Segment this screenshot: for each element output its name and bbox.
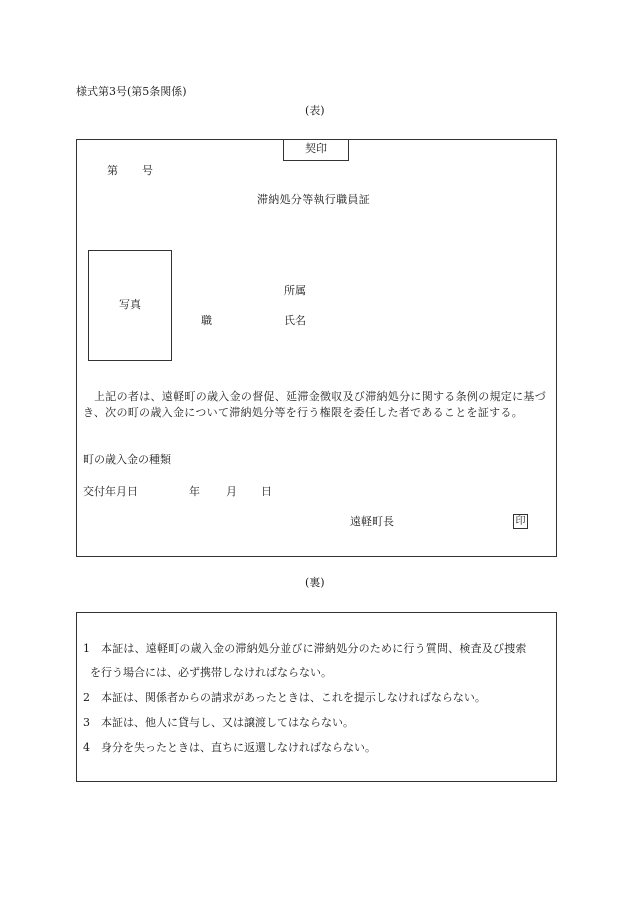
- issuer-label: 遠軽町長: [350, 515, 394, 528]
- photo-label: 写真: [119, 298, 141, 312]
- name-label: 氏名: [284, 314, 306, 327]
- keiin-box: [283, 139, 349, 161]
- back-item-1-text: 本証は、遠軽町の歳入金の滞納処分並びに滞納処分のために行う質問、検査及び捜索: [101, 642, 527, 655]
- card-title: 滞納処分等執行職員証: [257, 193, 370, 206]
- front-side-label: (表): [305, 104, 325, 117]
- back-item-4-num: 4: [83, 741, 90, 754]
- day-label: 日: [261, 485, 272, 498]
- month-label: 月: [226, 485, 237, 498]
- back-item-1-text-cont: を行う場合には、必ず携帯しなければならない。: [90, 666, 332, 679]
- form-number: 様式第3号(第5条関係): [76, 85, 187, 98]
- seal-mark: [513, 514, 528, 529]
- back-item-3-text: 本証は、他人に貸与し、又は譲渡してはならない。: [101, 716, 354, 729]
- year-label: 年: [189, 485, 200, 498]
- keiin-label: 契印: [305, 142, 327, 156]
- issue-date-label: 交付年月日: [83, 485, 138, 498]
- photo-box: [88, 250, 172, 361]
- statement-text: 上記の者は、遠軽町の歳入金の督促、延滞金徴収及び滞納処分に関する条例の規定に基づき、次の町の歳入金について滞納処分等を行う権限を委任した者であることを証する。: [83, 390, 546, 419]
- affiliation-label: 所属: [284, 284, 306, 297]
- back-item-2-text: 本証は、関係者からの請求があったときは、これを提示しなければならない。: [101, 691, 486, 704]
- position-label: 職: [201, 314, 212, 327]
- back-side-label: (裏): [305, 576, 325, 589]
- revenue-type-label: 町の歳入金の種類: [83, 453, 171, 466]
- back-item-3-num: 3: [83, 716, 90, 729]
- number-prefix: 第: [107, 164, 118, 177]
- seal-label: 印: [515, 515, 526, 527]
- back-item-2-num: 2: [83, 691, 90, 704]
- number-suffix: 号: [142, 164, 153, 177]
- back-item-4-text: 身分を失ったときは、直ちに返還しなければならない。: [101, 741, 376, 754]
- back-item-1-num: 1: [83, 642, 90, 655]
